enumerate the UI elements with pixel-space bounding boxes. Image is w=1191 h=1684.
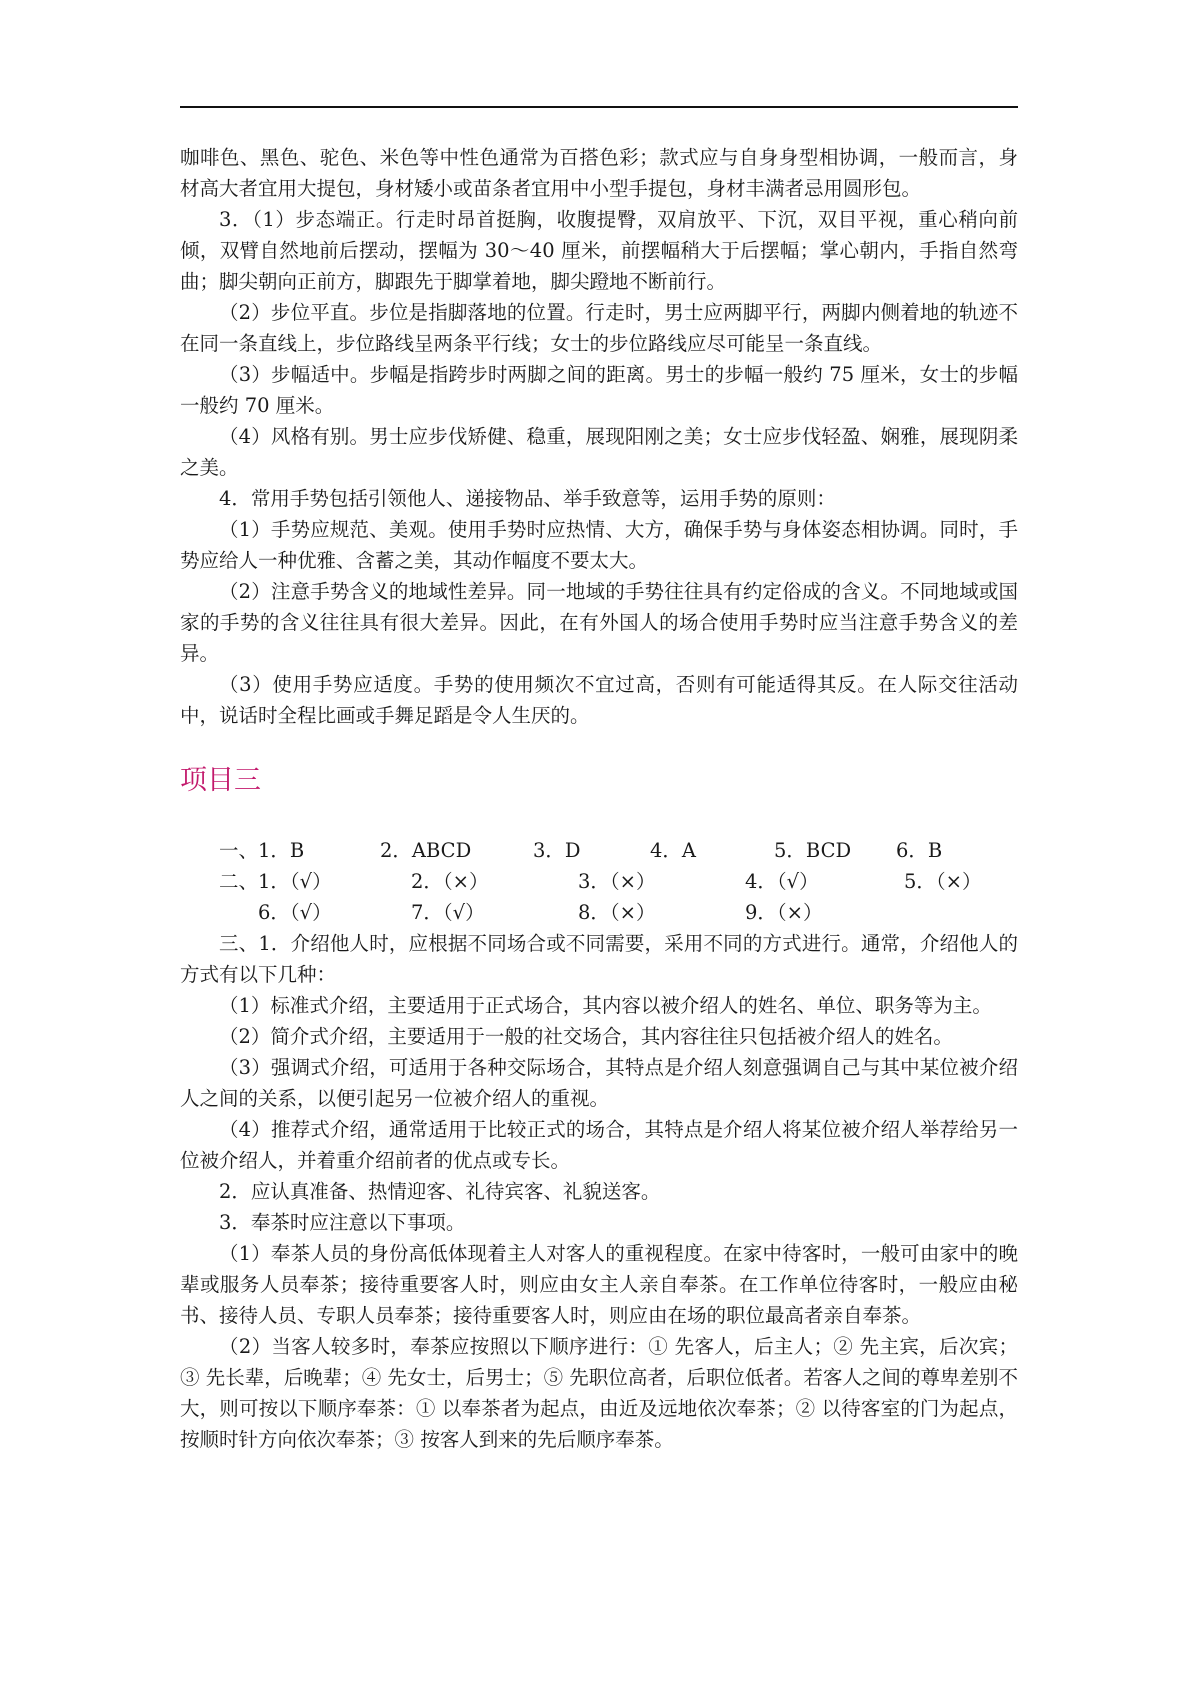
paragraph: （4）风格有别。男士应步伐矫健、稳重，展现阳刚之美；女士应步伐轻盈、娴雅，展现阴柔之美。 [180, 425, 1018, 479]
page-content [180, 142, 1018, 1455]
answer-item: 6．B [896, 839, 943, 862]
answer-item: 4．A [650, 839, 696, 862]
paragraph: （1）手势应规范、美观。使用手势时应热情、大方，确保手势与身体姿态相协调。同时，手势应给人一种优雅、含蓄之美，其动作幅度不要太大。 [180, 518, 1018, 572]
answer-key [180, 835, 1018, 928]
paragraph: 4．常用手势包括引领他人、递接物品、举手致意等，运用手势的原则： [219, 487, 836, 510]
paragraph: （2）注意手势含义的地域性差异。同一地域的手势往往具有约定俗成的含义。不同地域或国家的手势的含义往往具有很大差异。因此，在有外国人的场合使用手势时应当注意手势含义的差异。 [180, 580, 1018, 665]
paragraph: （1）奉茶人员的身份高低体现着主人对客人的重视程度。在家中待客时，一般可由家中的晚辈或服务人员奉茶；接待重要客人时，则应由女主人亲自奉茶。在工作单位待客时，一般应由秘书、接待人员、专职人员奉茶；接待重要客人时，则应由在场的职位最高者亲自奉茶。 [180, 1242, 1018, 1327]
section-after [180, 928, 1018, 1455]
paragraph: （1）标准式介绍，主要适用于正式场合，其内容以被介绍人的姓名、单位、职务等为主。 [219, 994, 992, 1017]
answer-item: 二、1．（√） [219, 870, 332, 893]
paragraph: 2．应认真准备、热情迎客、礼待宾客、礼貌送客。 [219, 1180, 661, 1203]
paragraph: （3）使用手势应适度。手势的使用频次不宜过高，否则有可能适得其反。在人际交往活动中，说话时全程比画或手舞足蹈是令人生厌的。 [180, 673, 1018, 727]
paragraph: （2）简介式介绍，主要适用于一般的社交场合，其内容往往只包括被介绍人的姓名。 [219, 1025, 953, 1048]
answer-item: 9．（×） [745, 901, 823, 924]
paragraph: （2）当客人较多时，奉茶应按照以下顺序进行：① 先客人，后主人；② 先主宾，后次宾；③ 先长辈，后晚辈；④ 先女士，后男士；⑤ 先职位高者，后职位低者。若客人之间的尊卑差别不大，则可按以下顺序奉茶：① 以奉茶者为起点，由近及远地依次奉茶；② 以待客室的门为起点，按顺时针方向依次奉茶；③ 按客人到来的先后顺序奉茶。 [180, 1335, 1018, 1451]
answer-item: 5．（×） [904, 870, 982, 893]
paragraph: （3）步幅适中。步幅是指跨步时两脚之间的距离。男士的步幅一般约 75 厘米，女士的步幅一般约 70 厘米。 [180, 363, 1018, 417]
answer-item: 4．（√） [745, 870, 819, 893]
header-rule [180, 106, 1018, 108]
answer-item: 3．D [533, 839, 581, 862]
paragraph: （4）推荐式介绍，通常适用于比较正式的场合，其特点是介绍人将某位被介绍人举荐给另一位被介绍人，并着重介绍前者的优点或专长。 [180, 1118, 1018, 1172]
answer-item: 6．（√） [258, 901, 332, 924]
paragraph: 3．奉茶时应注意以下事项。 [219, 1211, 466, 1234]
section-before [180, 142, 1018, 731]
paragraph: （2）步位平直。步位是指脚落地的位置。行走时，男士应两脚平行，两脚内侧着地的轨迹不在同一条直线上，步位路线呈两条平行线；女士的步位路线应尽可能呈一条直线。 [180, 301, 1018, 355]
answer-item: 3．（×） [578, 870, 656, 893]
paragraph: 3．（1）步态端正。行走时昂首挺胸，收腹提臀，双肩放平、下沉，双目平视，重心稍向前倾，双臂自然地前后摆动，摆幅为 30～40 厘米，前摆幅稍大于后摆幅；掌心朝内，手指自然弯曲；脚尖朝向正前方，脚跟先于脚掌着地，脚尖蹬地不断前行。 [180, 208, 1018, 293]
paragraph: （3）强调式介绍，可适用于各种交际场合，其特点是介绍人刻意强调自己与其中某位被介绍人之间的关系，以便引起另一位被介绍人的重视。 [180, 1056, 1018, 1110]
answer-row-judgment [180, 897, 1018, 928]
section-title: 项目三 [180, 765, 261, 796]
answer-item: 2．（×） [411, 870, 489, 893]
paragraph: 三、1．介绍他人时，应根据不同场合或不同需要，采用不同的方式进行。通常，介绍他人的方式有以下几种： [180, 932, 1018, 986]
answer-item: 5．BCD [774, 839, 852, 862]
answer-item: 7．（√） [411, 901, 485, 924]
answer-item: 2．ABCD [380, 839, 472, 862]
paragraph: 咖啡色、黑色、驼色、米色等中性色通常为百搭色彩；款式应与自身身型相协调，一般而言，身材高大者宜用大提包，身材矮小或苗条者宜用中小型手提包，身材丰满者忌用圆形包。 [180, 146, 1018, 200]
answer-row-choice [180, 835, 1018, 866]
answer-item: 8．（×） [578, 901, 656, 924]
answer-item: 一、1．B [219, 839, 305, 862]
answer-row-judgment [180, 866, 1018, 897]
